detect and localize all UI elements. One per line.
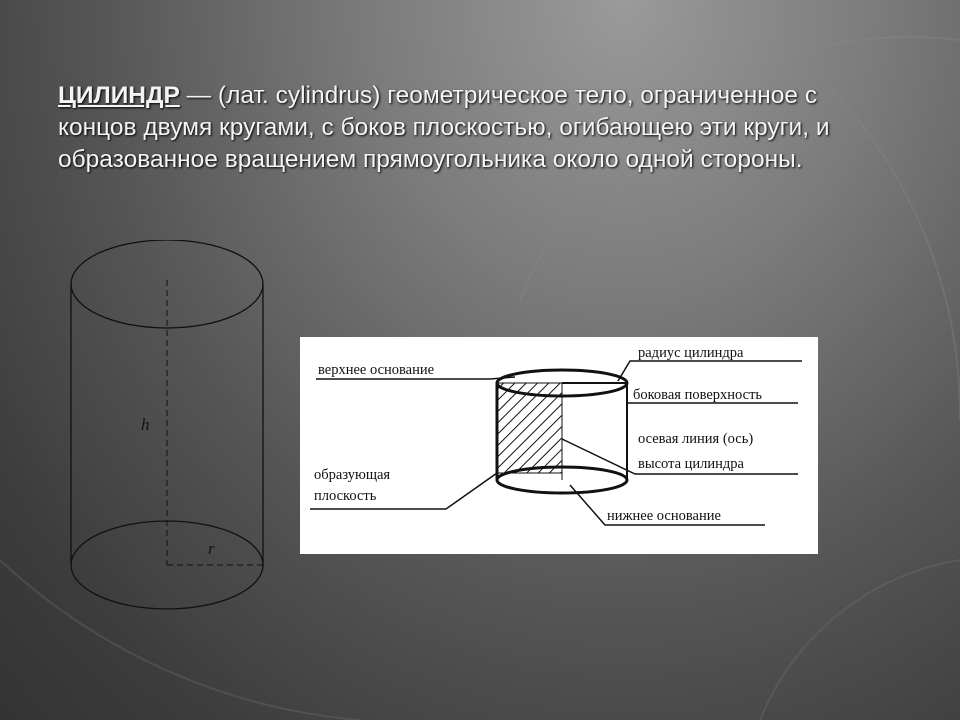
label-height: высота цилиндра <box>638 456 744 472</box>
label-axis: осевая линия (ось) <box>638 431 754 447</box>
labeled-cylinder-diagram <box>300 337 818 554</box>
height-label: h <box>141 415 150 434</box>
label-lateral-surface: боковая поверхность <box>633 387 763 403</box>
definition-text <box>58 80 838 176</box>
cylinder-sketch <box>60 240 280 610</box>
label-bottom-base: нижнее основание <box>607 508 721 524</box>
label-radius: радиус цилиндра <box>638 345 744 361</box>
leader-radius <box>618 361 802 381</box>
definition-body: — (лат. cylindrus) геометрическое тело, ограниченное с концов двумя кругами, с боков плоскостью, огибающею эти круги, и образованное вращением прямоугольника около одной стороны. <box>58 82 830 173</box>
labeled-cylinder-panel <box>300 337 818 554</box>
label-generatrix-1: образующая <box>314 467 391 483</box>
radius-label: r <box>208 539 215 558</box>
label-top-base: верхнее основание <box>318 362 435 378</box>
label-generatrix-2: плоскость <box>314 488 377 504</box>
term-title: ЦИЛИНДР <box>58 82 180 109</box>
